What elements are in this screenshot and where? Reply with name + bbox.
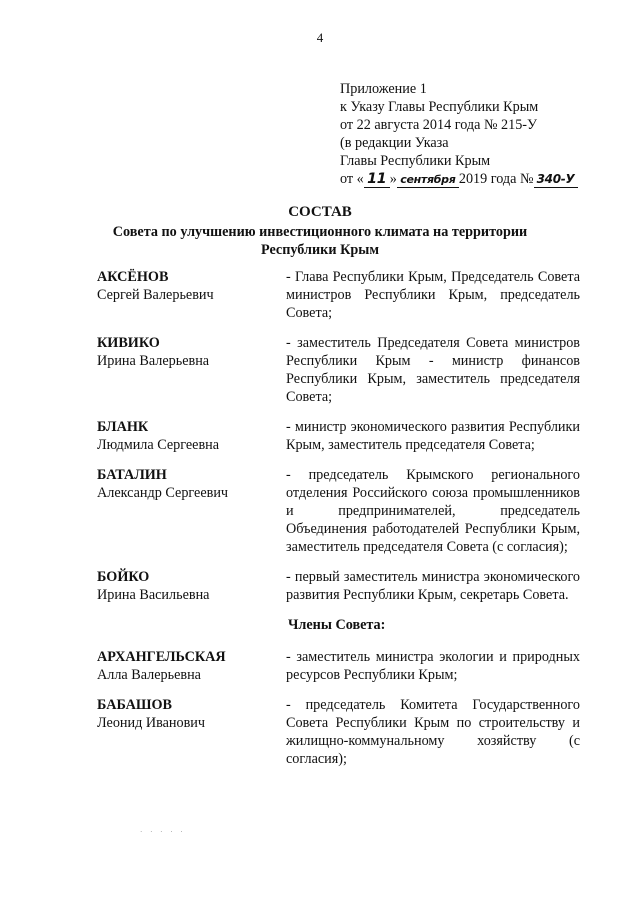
title-line-2: Совета по улучшению инвестиционного климата на территории [112, 224, 528, 240]
member-row [97, 334, 580, 406]
member-role: - заместитель министра экологии и природных ресурсов Республики Крым; [286, 649, 580, 683]
handwritten-month: сентября [397, 172, 459, 188]
member-row [97, 696, 580, 768]
handwritten-number: 340-У [534, 172, 578, 188]
member-role: - председатель Комитета Государственного Совета Республики Крым по строительству и жилищно-коммунальному хозяйству (с согласия); [286, 697, 580, 767]
appendix-line-5: Главы Республики Крым [340, 153, 491, 169]
member-row [97, 648, 580, 684]
member-surname: БЛАНК [97, 419, 149, 435]
document-title [0, 203, 640, 259]
member-role: - первый заместитель министра экономического развития Республики Крым, секретарь Совета. [286, 569, 580, 603]
member-name [97, 696, 286, 768]
member-role: - заместитель Председателя Совета министров Республики Крым - министр финансов Республики Крым, заместитель председателя Совета; [286, 335, 580, 405]
appendix-line-4: (в редакции Указа [340, 135, 449, 151]
member-given-name: Сергей Валерьевич [97, 287, 214, 303]
member-name [97, 466, 286, 556]
member-name [97, 418, 286, 454]
member-role: - министр экономического развития Республики Крым, заместитель председателя Совета; [286, 419, 580, 453]
member-surname: БАТАЛИН [97, 467, 167, 483]
member-row [97, 568, 580, 604]
member-name [97, 268, 286, 322]
date-quote: » [389, 171, 397, 187]
member-given-name: Александр Сергеевич [97, 485, 229, 501]
appendix-header [340, 80, 600, 188]
members-heading: Члены Совета: [288, 617, 386, 633]
member-given-name: Людмила Сергеевна [97, 437, 220, 453]
member-row [97, 268, 580, 322]
date-prefix: от « [340, 171, 364, 187]
appendix-line-1: Приложение 1 [340, 81, 427, 97]
member-surname: КИВИКО [97, 335, 160, 351]
date-year: 2019 года № [458, 171, 534, 187]
member-surname: АРХАНГЕЛЬСКАЯ [97, 649, 226, 665]
member-name [97, 568, 286, 604]
member-surname: АКСЁНОВ [97, 269, 169, 285]
page-number: 4 [316, 30, 324, 45]
member-given-name: Ирина Валерьевна [97, 353, 210, 369]
member-given-name: Леонид Иванович [97, 715, 206, 731]
member-surname: БАБАШОВ [97, 697, 172, 713]
member-given-name: Алла Валерьевна [97, 667, 201, 683]
member-role: - председатель Крымского регионального отделения Российского союза промышленников и предпринимателей, председатель Объединения работодателей Республики Крым, заместитель председателя Совета (с согласия); [286, 467, 580, 555]
member-row [97, 418, 580, 454]
member-name [97, 648, 286, 684]
member-given-name: Ирина Васильевна [97, 587, 210, 603]
handwritten-day: 11 [364, 172, 390, 188]
member-role: - Глава Республики Крым, Председатель Совета министров Республики Крым, председатель Совета; [286, 269, 580, 321]
member-name [97, 334, 286, 406]
appendix-line-6 [340, 170, 600, 188]
appendix-line-2: к Указу Главы Республики Крым [340, 99, 539, 115]
scan-artifact: · · · · · [140, 828, 186, 836]
member-surname: БОЙКО [97, 569, 150, 585]
title-line-3: Республики Крым [260, 242, 380, 258]
title-line-1: СОСТАВ [288, 204, 352, 220]
appendix-line-3: от 22 августа 2014 года № 215-У [340, 117, 538, 133]
council-composition [97, 268, 580, 780]
member-row [97, 466, 580, 556]
